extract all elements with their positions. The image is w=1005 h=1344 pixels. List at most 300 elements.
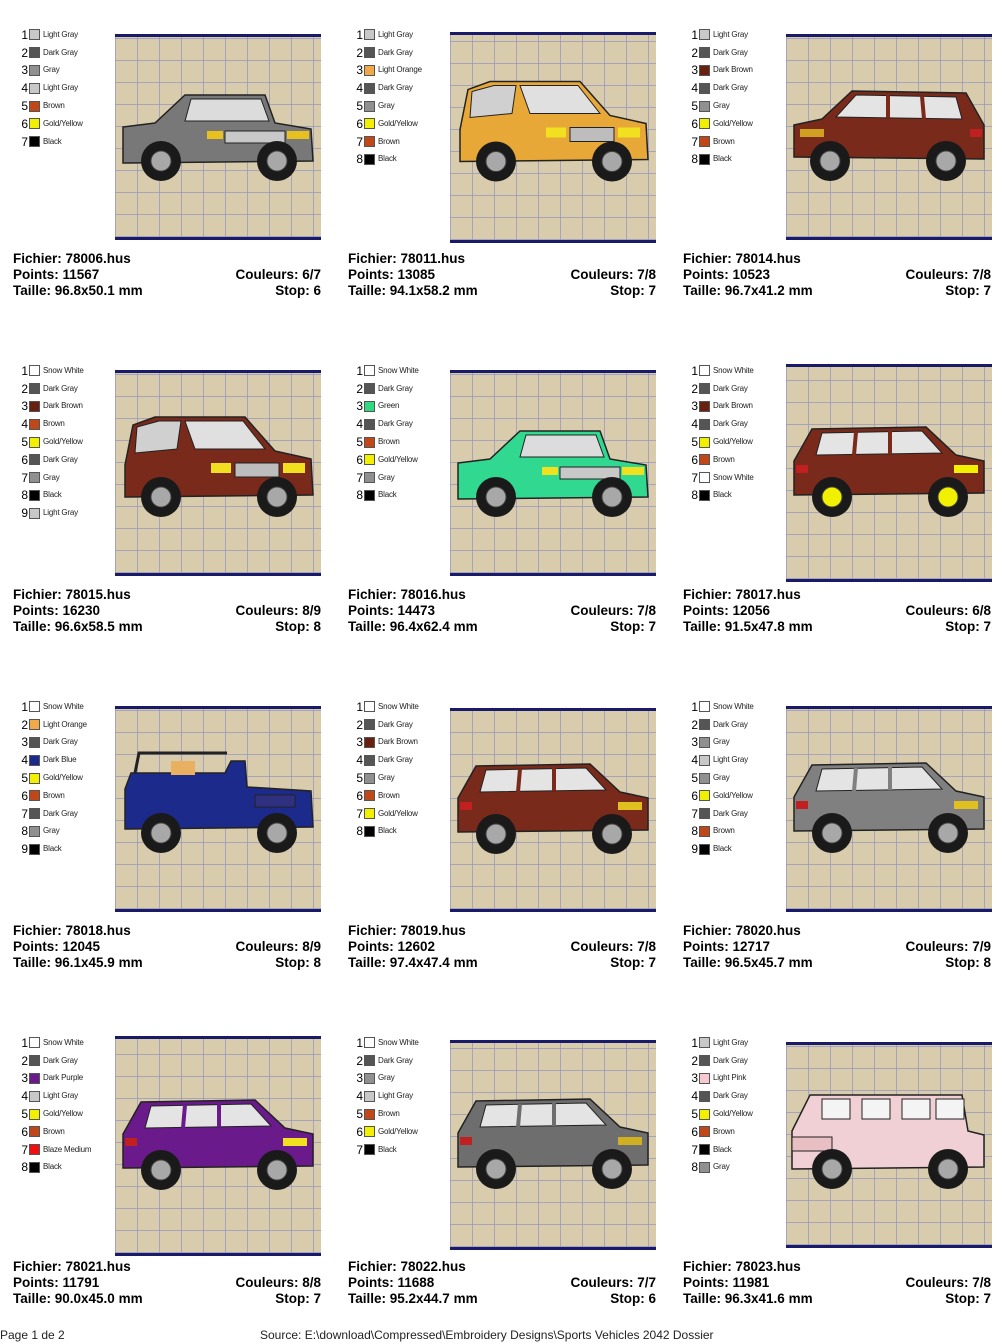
- thread-color-row: [14, 1087, 91, 1105]
- stitch-points-label: Points: 11567: [13, 267, 100, 282]
- file-name-label: Fichier: 78021.hus: [13, 1259, 131, 1274]
- thread-color-name: Gold/Yellow: [713, 790, 753, 800]
- vehicle-headlight: [954, 465, 978, 473]
- thread-color-row: [14, 805, 87, 823]
- thread-color-name: Light Gray: [43, 508, 78, 518]
- vehicle-pillar: [518, 769, 520, 792]
- thread-color-row: [14, 133, 83, 151]
- thread-color-row: [684, 398, 754, 416]
- design-info-row: [13, 251, 321, 267]
- thread-color-row: [684, 79, 753, 97]
- thread-color-row: [684, 823, 754, 841]
- thread-number: 5: [691, 771, 698, 786]
- design-size-label: Taille: 96.5x45.7 mm: [683, 955, 813, 970]
- design-size-label: Taille: 96.3x41.6 mm: [683, 1291, 813, 1306]
- thread-color-swatch: [699, 719, 710, 730]
- thread-color-swatch: [29, 1126, 40, 1137]
- thread-color-swatch: [364, 101, 375, 112]
- thread-color-swatch: [29, 118, 40, 129]
- thread-color-row: [684, 1052, 753, 1070]
- thread-number: 2: [691, 1053, 698, 1068]
- vehicle-hubcap: [151, 823, 171, 843]
- vehicle-hubcap: [486, 1159, 506, 1179]
- stop-count-label: Stop: 8: [945, 955, 991, 970]
- vehicle-hubcap: [151, 1160, 171, 1180]
- thread-color-name: Gold/Yellow: [378, 808, 418, 818]
- thread-color-legend: [349, 698, 419, 840]
- thread-color-name: Snow White: [713, 472, 754, 482]
- thread-color-swatch: [699, 1126, 710, 1137]
- vehicle-window: [936, 1099, 964, 1119]
- thread-color-swatch: [364, 454, 375, 465]
- thread-color-row: [349, 97, 422, 115]
- file-name-label: Fichier: 78020.hus: [683, 923, 801, 938]
- vehicle-hubcap: [938, 1159, 958, 1179]
- thread-color-name: Snow White: [378, 1037, 419, 1047]
- vehicle-embroidery: [794, 91, 984, 181]
- thread-color-row: [14, 787, 87, 805]
- thread-number: 8: [691, 1160, 698, 1175]
- embroidery-hoop-preview: [450, 708, 656, 912]
- vehicle-hubcap: [602, 487, 622, 507]
- thread-color-row: [349, 469, 419, 487]
- design-size-label: Taille: 90.0x45.0 mm: [13, 1291, 143, 1306]
- embroidery-hoop-preview: [786, 706, 992, 912]
- thread-color-name: Brown: [43, 790, 65, 800]
- design-info-row: [683, 923, 991, 939]
- thread-color-row: [684, 1087, 753, 1105]
- thread-number: 2: [691, 45, 698, 60]
- file-name-label: Fichier: 78022.hus: [348, 1259, 466, 1274]
- thread-color-name: Dark Gray: [378, 383, 413, 393]
- thread-color-swatch: [364, 419, 375, 430]
- vehicle-embroidery: [794, 427, 984, 517]
- thread-color-swatch: [699, 1144, 710, 1155]
- thread-number: 2: [356, 381, 363, 396]
- thread-color-row: [349, 1123, 419, 1141]
- design-info: [13, 923, 321, 971]
- thread-number: 6: [21, 788, 28, 803]
- thread-color-swatch: [29, 755, 40, 766]
- thread-color-name: Black: [43, 490, 62, 500]
- thread-color-row: [349, 487, 419, 505]
- embroidery-hoop-preview: [786, 1042, 992, 1248]
- thread-number: 8: [21, 824, 28, 839]
- thread-number: 2: [356, 1053, 363, 1068]
- thread-color-row: [684, 840, 754, 858]
- stop-count-label: Stop: 7: [275, 1291, 321, 1306]
- thread-number: 8: [356, 152, 363, 167]
- vehicle-design-svg: [786, 709, 992, 909]
- thread-color-swatch: [699, 419, 710, 430]
- thread-color-swatch: [699, 826, 710, 837]
- thread-color-swatch: [364, 737, 375, 748]
- thread-number: 6: [356, 452, 363, 467]
- design-info-row: [348, 1291, 656, 1307]
- thread-color-swatch: [364, 808, 375, 819]
- thread-color-swatch: [29, 101, 40, 112]
- thread-color-row: [684, 380, 754, 398]
- design-size-label: Taille: 97.4x47.4 mm: [348, 955, 478, 970]
- thread-number: 9: [21, 506, 28, 521]
- thread-number: 6: [21, 1124, 28, 1139]
- stitch-points-label: Points: 12045: [13, 939, 101, 954]
- thread-color-row: [684, 433, 754, 451]
- thread-color-row: [349, 1052, 419, 1070]
- thread-color-swatch: [699, 808, 710, 819]
- thread-color-swatch: [29, 719, 40, 730]
- thread-number: 4: [356, 81, 363, 96]
- vehicle-taillight: [796, 801, 808, 809]
- vehicle-windows: [480, 1103, 606, 1127]
- design-card: [0, 672, 335, 1008]
- thread-number: 1: [691, 27, 698, 42]
- vehicle-hubcap: [486, 824, 506, 844]
- thread-color-swatch: [29, 65, 40, 76]
- thread-color-name: Dark Gray: [713, 808, 748, 818]
- vehicle-hubcap: [602, 152, 622, 172]
- thread-color-row: [349, 115, 422, 133]
- thread-color-name: Gold/Yellow: [43, 1109, 83, 1119]
- thread-color-swatch: [29, 1037, 40, 1048]
- thread-number: 4: [691, 417, 698, 432]
- thread-color-row: [349, 44, 422, 62]
- design-info-row: [13, 955, 321, 971]
- thread-color-row: [14, 1141, 91, 1159]
- thread-color-name: Black: [378, 826, 397, 836]
- thread-color-swatch: [29, 437, 40, 448]
- thread-color-name: Dark Brown: [43, 401, 83, 411]
- vehicle-design-svg: [115, 709, 321, 909]
- thread-color-name: Dark Gray: [378, 1055, 413, 1065]
- thread-color-name: Dark Gray: [713, 419, 748, 429]
- thread-color-row: [14, 44, 83, 62]
- design-card: [670, 672, 1005, 1008]
- vehicle-embroidery: [125, 753, 313, 853]
- thread-color-row: [14, 734, 87, 752]
- thread-number: 6: [691, 116, 698, 131]
- vehicle-pillar: [854, 432, 856, 455]
- thread-color-swatch: [699, 83, 710, 94]
- design-info-row: [13, 619, 321, 635]
- thread-color-swatch: [699, 383, 710, 394]
- thread-color-row: [349, 1105, 419, 1123]
- thread-color-name: Brown: [378, 437, 400, 447]
- thread-color-name: Gray: [378, 773, 395, 783]
- thread-number: 3: [691, 735, 698, 750]
- thread-color-swatch: [699, 401, 710, 412]
- stitch-points-label: Points: 13085: [348, 267, 436, 282]
- thread-number: 6: [691, 1124, 698, 1139]
- design-info-row: [683, 251, 991, 267]
- thread-number: 3: [356, 1071, 363, 1086]
- thread-color-name: Brown: [713, 454, 735, 464]
- thread-color-swatch: [364, 1091, 375, 1102]
- thread-number: 8: [356, 824, 363, 839]
- thread-number: 6: [356, 788, 363, 803]
- thread-color-swatch: [364, 1037, 375, 1048]
- file-name-label: Fichier: 78023.hus: [683, 1259, 801, 1274]
- thread-color-name: Dark Gray: [713, 83, 748, 93]
- thread-color-name: Brown: [713, 136, 735, 146]
- thread-color-swatch: [29, 1109, 40, 1120]
- thread-color-legend: [14, 1034, 91, 1176]
- thread-color-name: Brown: [43, 419, 65, 429]
- thread-number: 2: [21, 717, 28, 732]
- thread-color-row: [14, 823, 87, 841]
- thread-color-name: Gold/Yellow: [43, 773, 83, 783]
- vehicle-window: [862, 1099, 890, 1119]
- thread-color-row: [349, 26, 422, 44]
- design-info: [13, 251, 321, 299]
- thread-color-swatch: [364, 826, 375, 837]
- thread-color-swatch: [29, 47, 40, 58]
- thread-number: 1: [21, 363, 28, 378]
- thread-number: 3: [21, 735, 28, 750]
- vehicle-design-svg: [450, 1043, 656, 1247]
- thread-number: 4: [356, 417, 363, 432]
- design-info: [683, 1259, 991, 1307]
- colors-count-label: Couleurs: 8/8: [235, 1275, 321, 1290]
- thread-color-swatch: [699, 1037, 710, 1048]
- thread-color-name: Dark Gray: [713, 47, 748, 57]
- thread-color-row: [684, 1034, 753, 1052]
- thread-number: 2: [21, 45, 28, 60]
- colors-count-label: Couleurs: 7/8: [905, 1275, 991, 1290]
- thread-color-swatch: [364, 755, 375, 766]
- thread-color-row: [14, 398, 84, 416]
- thread-color-name: Gray: [378, 101, 395, 111]
- thread-color-row: [14, 26, 83, 44]
- thread-number: 3: [691, 63, 698, 78]
- thread-color-swatch: [29, 490, 40, 501]
- stop-count-label: Stop: 7: [945, 283, 991, 298]
- vehicle-windows: [816, 431, 942, 455]
- colors-count-label: Couleurs: 7/8: [570, 267, 656, 282]
- vehicle-headlight: [618, 128, 640, 138]
- thread-color-row: [14, 1070, 91, 1088]
- thread-number: 5: [356, 1107, 363, 1122]
- thread-color-swatch: [29, 29, 40, 40]
- thread-color-legend: [684, 1034, 753, 1176]
- vehicle-window: [822, 1099, 850, 1119]
- thread-color-swatch: [29, 1073, 40, 1084]
- embroidery-hoop-preview: [450, 1040, 656, 1250]
- thread-color-swatch: [29, 737, 40, 748]
- thread-color-row: [349, 716, 419, 734]
- thread-color-name: Black: [713, 154, 732, 164]
- thread-number: 4: [691, 753, 698, 768]
- vehicle-taillight: [125, 1138, 137, 1146]
- embroidery-hoop-preview: [115, 370, 321, 576]
- vehicle-embroidery: [123, 95, 313, 181]
- thread-number: 4: [21, 417, 28, 432]
- thread-color-row: [349, 451, 419, 469]
- design-card: [335, 0, 670, 336]
- thread-color-name: Gray: [713, 101, 730, 111]
- thread-color-swatch: [29, 826, 40, 837]
- thread-color-row: [14, 362, 84, 380]
- thread-color-name: Light Orange: [43, 719, 87, 729]
- design-card: [335, 1008, 670, 1344]
- stitch-points-label: Points: 11688: [348, 1275, 435, 1290]
- thread-color-swatch: [364, 701, 375, 712]
- thread-number: 2: [21, 1053, 28, 1068]
- stop-count-label: Stop: 7: [945, 1291, 991, 1306]
- thread-color-name: Light Gray: [43, 29, 78, 39]
- vehicle-taillight: [970, 129, 982, 137]
- vehicle-design-svg: [786, 367, 992, 579]
- thread-color-name: Black: [713, 1144, 732, 1154]
- thread-color-name: Dark Gray: [378, 47, 413, 57]
- design-info-row: [348, 1275, 656, 1291]
- thread-number: 7: [356, 806, 363, 821]
- stitch-points-label: Points: 12717: [683, 939, 771, 954]
- thread-color-legend: [684, 362, 754, 504]
- thread-color-name: Green: [378, 401, 400, 411]
- thread-color-swatch: [699, 65, 710, 76]
- colors-count-label: Couleurs: 6/8: [905, 603, 991, 618]
- thread-color-row: [349, 415, 419, 433]
- thread-color-name: Brown: [713, 826, 735, 836]
- thread-color-name: Gray: [378, 472, 395, 482]
- embroidery-hoop-preview: [786, 364, 992, 582]
- design-info-row: [13, 1259, 321, 1275]
- thread-color-name: Snow White: [713, 701, 754, 711]
- design-info-row: [348, 283, 656, 299]
- thread-number: 5: [21, 1107, 28, 1122]
- thread-color-name: Dark Brown: [713, 65, 753, 75]
- vehicle-window: [902, 1099, 930, 1119]
- thread-color-row: [684, 451, 754, 469]
- vehicle-windshield: [185, 99, 269, 121]
- vehicle-taillight: [460, 1137, 472, 1145]
- vehicle-hubcap: [486, 487, 506, 507]
- source-path: Source: E:\download\Compressed\Embroidery Designs\Sports Vehicles 2042 Dossier: [260, 1328, 714, 1342]
- thread-color-row: [349, 362, 419, 380]
- thread-color-swatch: [29, 136, 40, 147]
- vehicle-grille: [570, 128, 614, 142]
- vehicle-hubcap: [822, 823, 842, 843]
- thread-color-name: Brown: [713, 1126, 735, 1136]
- thread-color-row: [349, 151, 422, 169]
- thread-color-name: Black: [378, 154, 397, 164]
- thread-color-swatch: [29, 508, 40, 519]
- thread-color-row: [14, 1034, 91, 1052]
- design-info-row: [683, 1259, 991, 1275]
- thread-number: 5: [21, 771, 28, 786]
- design-size-label: Taille: 91.5x47.8 mm: [683, 619, 813, 634]
- thread-number: 5: [356, 435, 363, 450]
- stop-count-label: Stop: 7: [610, 283, 656, 298]
- thread-color-swatch: [699, 154, 710, 165]
- colors-count-label: Couleurs: 6/7: [235, 267, 321, 282]
- stop-count-label: Stop: 8: [275, 955, 321, 970]
- thread-number: 8: [21, 1160, 28, 1175]
- thread-color-swatch: [699, 755, 710, 766]
- design-info: [348, 251, 656, 299]
- design-info-row: [13, 923, 321, 939]
- thread-number: 6: [21, 116, 28, 131]
- colors-count-label: Couleurs: 7/7: [570, 1275, 656, 1290]
- thread-color-name: Light Gray: [43, 1091, 78, 1101]
- thread-color-name: Black: [43, 1162, 62, 1172]
- thread-color-swatch: [699, 490, 710, 501]
- vehicle-embroidery: [458, 1099, 648, 1189]
- vehicle-hubcap: [602, 824, 622, 844]
- thread-color-row: [349, 751, 419, 769]
- thread-number: 2: [356, 717, 363, 732]
- thread-color-name: Gold/Yellow: [43, 118, 83, 128]
- thread-number: 6: [356, 116, 363, 131]
- thread-color-name: Gray: [43, 826, 60, 836]
- vehicle-pillar: [183, 1105, 185, 1128]
- thread-color-legend: [684, 698, 754, 858]
- vehicle-headlight: [207, 131, 223, 139]
- vehicle-pillar: [518, 1104, 520, 1127]
- vehicle-embroidery: [458, 431, 648, 517]
- vehicle-taillight: [460, 802, 472, 810]
- thread-color-name: Dark Gray: [378, 719, 413, 729]
- thread-color-name: Brown: [378, 1109, 400, 1119]
- thread-color-row: [14, 1123, 91, 1141]
- stitch-points-label: Points: 16230: [13, 603, 101, 618]
- thread-color-name: Gray: [713, 773, 730, 783]
- vehicle-windows: [480, 768, 606, 792]
- thread-color-name: Light Gray: [713, 755, 748, 765]
- vehicle-pillar: [922, 96, 924, 119]
- embroidery-hoop-preview: [786, 34, 992, 240]
- design-info-row: [13, 267, 321, 283]
- thread-color-swatch: [364, 790, 375, 801]
- thread-color-row: [349, 1141, 419, 1159]
- vehicle-headlight: [211, 463, 231, 473]
- thread-number: 2: [21, 381, 28, 396]
- thread-color-row: [14, 97, 83, 115]
- thread-color-row: [349, 433, 419, 451]
- design-info-row: [683, 267, 991, 283]
- thread-color-swatch: [364, 1055, 375, 1066]
- design-info-row: [348, 923, 656, 939]
- thread-color-name: Brown: [378, 790, 400, 800]
- thread-color-swatch: [364, 1109, 375, 1120]
- vehicle-design-svg: [115, 1039, 321, 1253]
- thread-color-name: Light Gray: [378, 1091, 413, 1101]
- thread-color-swatch: [364, 154, 375, 165]
- thread-number: 3: [691, 1071, 698, 1086]
- thread-color-legend: [684, 26, 753, 168]
- thread-color-swatch: [29, 1162, 40, 1173]
- thread-color-name: Dark Gray: [43, 737, 78, 747]
- thread-color-swatch: [364, 118, 375, 129]
- thread-color-name: Black: [713, 844, 732, 854]
- thread-number: 9: [21, 842, 28, 857]
- thread-color-swatch: [29, 472, 40, 483]
- thread-color-swatch: [364, 383, 375, 394]
- thread-number: 1: [21, 27, 28, 42]
- thread-number: 1: [21, 1035, 28, 1050]
- vehicle-hubcap: [936, 151, 956, 171]
- thread-color-swatch: [364, 401, 375, 412]
- thread-color-swatch: [364, 136, 375, 147]
- thread-color-name: Dark Gray: [713, 719, 748, 729]
- thread-color-swatch: [699, 437, 710, 448]
- stop-count-label: Stop: 8: [275, 619, 321, 634]
- thread-number: 1: [356, 1035, 363, 1050]
- thread-color-name: Gold/Yellow: [713, 118, 753, 128]
- thread-color-row: [684, 469, 754, 487]
- thread-color-row: [349, 769, 419, 787]
